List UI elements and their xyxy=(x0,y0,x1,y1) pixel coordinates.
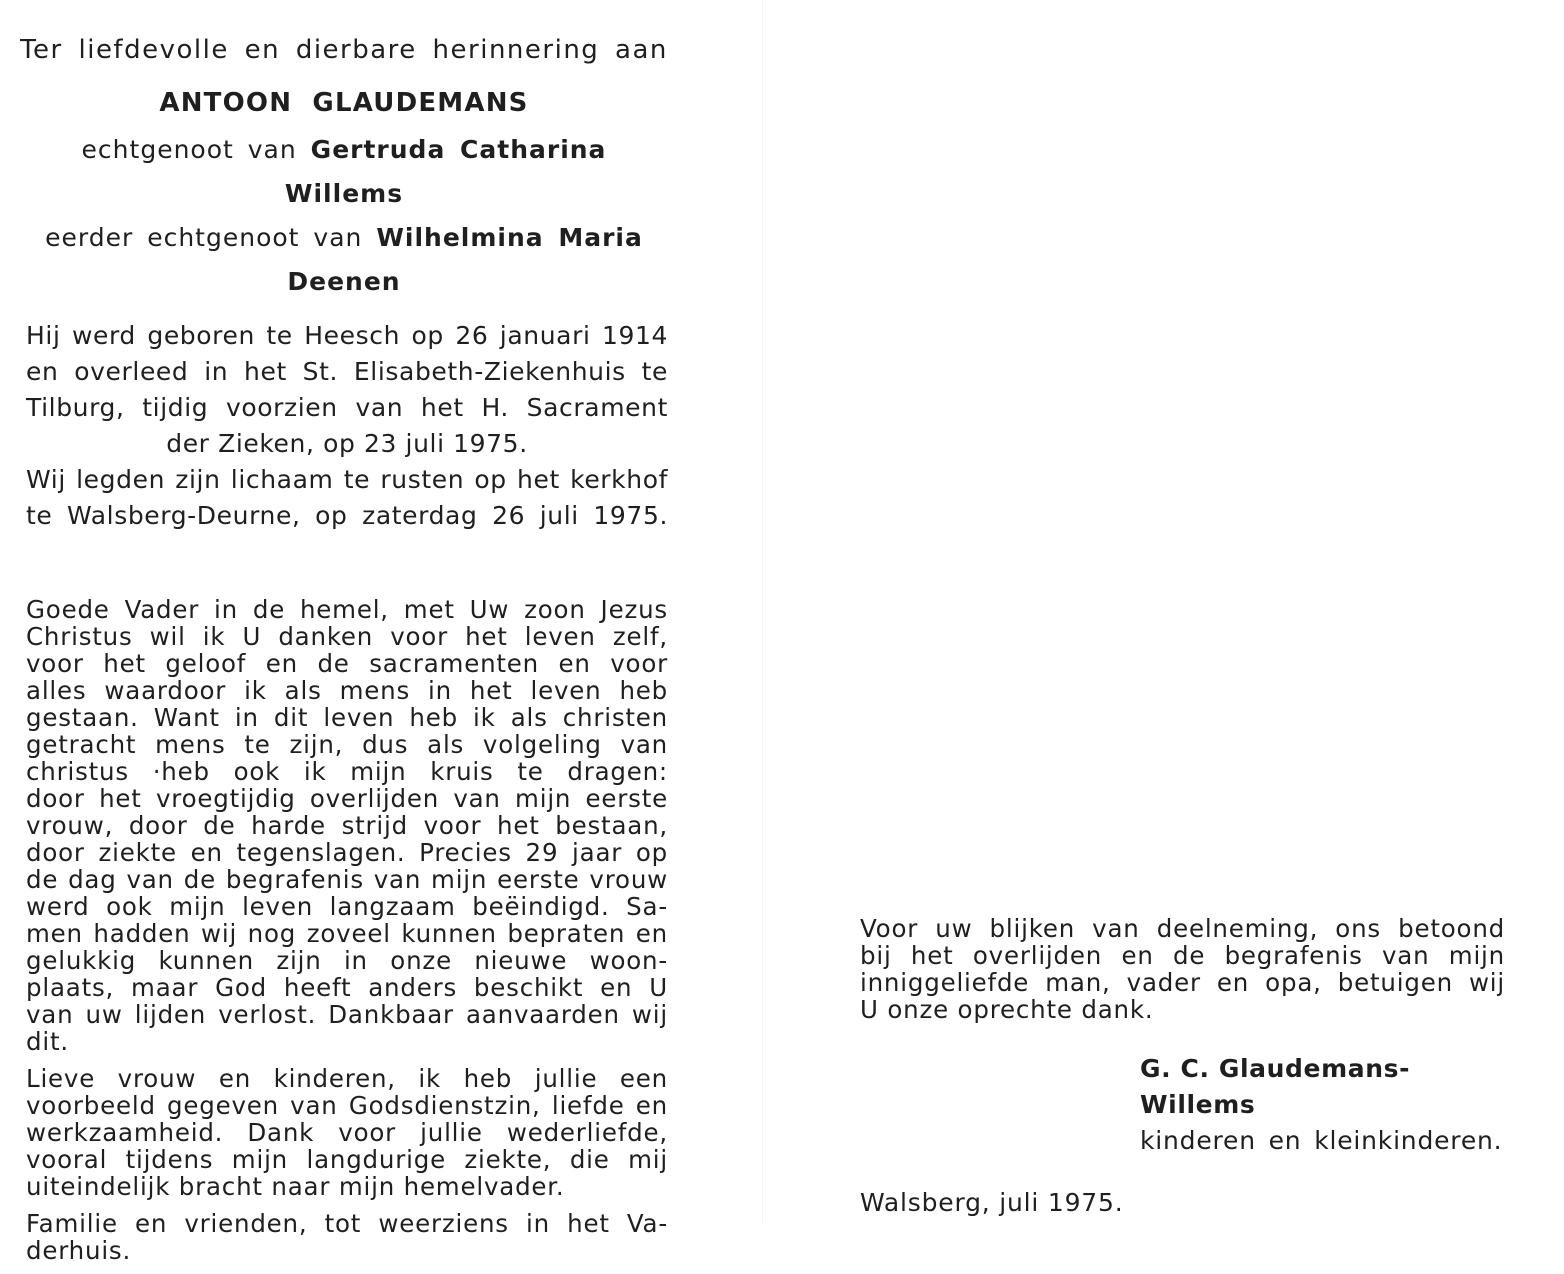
prayer-line: derhuis. xyxy=(26,1236,132,1265)
prayer-line: uiteindelijk bracht naar mijn hemelvader. xyxy=(26,1172,565,1201)
prayer-text xyxy=(20,596,668,1264)
fold-line xyxy=(762,0,763,1223)
prayer-paragraph-1 xyxy=(26,596,668,1055)
spouse-line xyxy=(20,128,668,216)
prayer-line: van uw lijden verlost. Dankbaar aanvaarden wij xyxy=(26,1000,668,1029)
thanks-line: Voor uw blijken van deelneming, ons betoond xyxy=(860,914,1505,943)
bio-line: Hij werd geboren te Heesch op 26 januari 1914 xyxy=(26,321,668,350)
left-panel xyxy=(20,28,668,1274)
thanks-line: bij het overlijden en de begrafenis van mijn xyxy=(860,941,1505,970)
former-spouse-name: Wilhelmina Maria Deenen xyxy=(287,223,643,296)
prayer-line: door het vroegtijdig overlijden van mijn eerste xyxy=(26,784,668,813)
prayer-line: Goede Vader in de hemel, met Uw zoon Jezus xyxy=(26,595,668,624)
prayer-line: werkzaamheid. Dank voor jullie wederliefde, xyxy=(26,1118,668,1147)
prayer-line: Lieve vrouw en kinderen, ik heb jullie een xyxy=(26,1064,668,1093)
prayer-line: door ziekte en tegenslagen. Precies 29 jaar op xyxy=(26,838,668,867)
thanks-line: inniggeliefde man, vader en opa, betuigen wij xyxy=(860,968,1505,997)
biography xyxy=(20,318,668,534)
prayer-line: alles waardoor ik als mens in het leven heb xyxy=(26,676,668,705)
thanks-line: U onze oprechte dank. xyxy=(860,995,1154,1024)
spouse-name: Gertruda Catharina Willems xyxy=(284,135,607,208)
prayer-line: voorbeeld gegeven van Godsdienstzin, liefde en xyxy=(26,1091,668,1120)
prayer-line: de dag van de begrafenis van mijn eerste vrouw xyxy=(26,865,668,894)
bio-line: der Zieken, op 23 juli 1975. xyxy=(166,429,528,458)
signature-block xyxy=(860,1051,1505,1159)
thanks-text xyxy=(860,915,1505,1023)
prayer-line: werd ook mijn leven langzaam beëindigd. Sa- xyxy=(26,892,668,921)
prayer-line: gestaan. Want in dit leven heb ik als christen xyxy=(26,703,668,732)
prayer-line: gelukkig kunnen zijn in onze nieuwe woon- xyxy=(26,946,668,975)
prayer-line: Familie en vrienden, tot weerziens in het Va- xyxy=(26,1209,668,1238)
prayer-line: vooral tijdens mijn langdurige ziekte, die mij xyxy=(26,1145,668,1174)
deceased-name: ANTOON GLAUDEMANS xyxy=(159,88,529,118)
spouse-prefix: echtgenoot van xyxy=(81,135,297,164)
prayer-line: Christus wil ik U danken voor het leven zelf, xyxy=(26,622,668,651)
bio-line: te Walsberg-Deurne, op zaterdag 26 juli 1975. xyxy=(26,501,668,530)
bio-line: Wij legden zijn lichaam te rusten op het kerkhof xyxy=(26,465,668,494)
signature-subtitle: kinderen en kleinkinderen. xyxy=(1140,1126,1503,1155)
bio-line: en overleed in het St. Elisabeth-Ziekenhuis te xyxy=(26,357,668,386)
place-date: Walsberg, juli 1975. xyxy=(860,1188,1124,1217)
former-spouse-line xyxy=(20,216,668,304)
prayer-line: voor het geloof en de sacramenten en voor xyxy=(26,649,668,678)
prayer-line: getracht mens te zijn, dus als volgeling van xyxy=(26,730,668,759)
signature-name: G. C. Glaudemans-Willems xyxy=(1140,1054,1411,1119)
prayer-paragraph-3 xyxy=(26,1210,668,1264)
former-spouse-prefix: eerder echtgenoot van xyxy=(45,223,363,252)
prayer-line: dit. xyxy=(26,1027,69,1056)
prayer-paragraph-2 xyxy=(26,1065,668,1200)
opening-line: Ter liefdevolle en dierbare herinnering aan xyxy=(20,35,668,65)
prayer-line: men hadden wij nog zoveel kunnen bepraten en xyxy=(26,919,668,948)
prayer-line: vrouw, door de harde strijd voor het bestaan, xyxy=(26,811,668,840)
prayer-line: christus ·heb ook ik mijn kruis te dragen: xyxy=(26,757,668,786)
right-panel xyxy=(860,915,1505,1221)
prayer-line: plaats, maar God heeft anders beschikt en U xyxy=(26,973,668,1002)
bio-line: Tilburg, tijdig voorzien van het H. Sacrament xyxy=(26,393,668,422)
